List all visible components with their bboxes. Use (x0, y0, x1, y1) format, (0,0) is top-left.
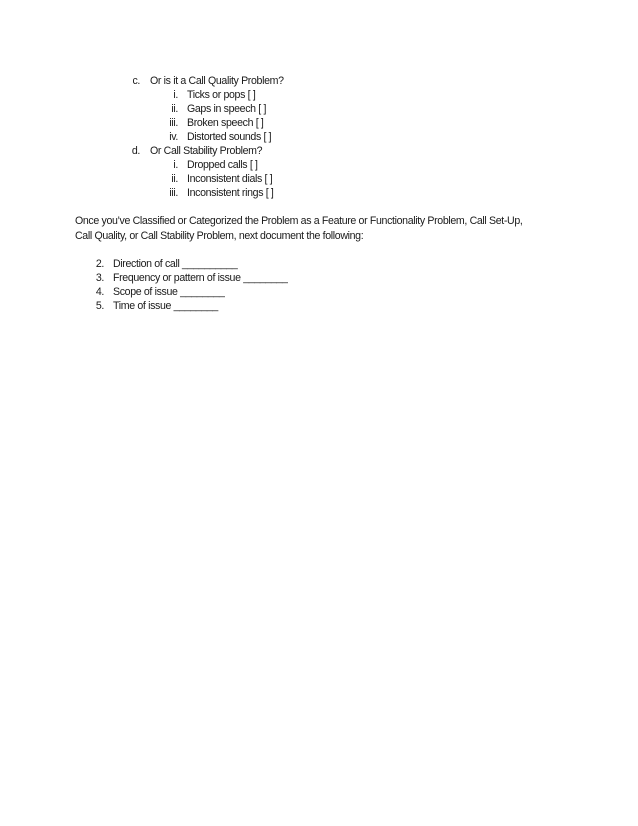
list-item: Broken speech [ ] (187, 117, 264, 129)
list-marker: ii. (171, 173, 178, 185)
list-marker: 2. (95, 258, 104, 270)
list-marker: iii. (169, 187, 178, 199)
list-marker: iii. (169, 117, 178, 129)
paragraph-line: Once you’ve Classified or Categorized the Problem as a Feature or Functionality Problem, Call Set-Up, (75, 215, 523, 227)
list-marker: ii. (171, 103, 178, 115)
list-item-scope: Scope of issue ________ (113, 286, 225, 298)
list-marker: i. (173, 159, 178, 171)
list-item: Ticks or pops [ ] (187, 89, 256, 101)
list-marker: i. (173, 89, 178, 101)
list-item-call-quality: Or is it a Call Quality Problem? (150, 75, 284, 87)
list-item-call-stability: Or Call Stability Problem? (150, 145, 263, 157)
list-item-time: Time of issue ________ (113, 300, 218, 312)
instruction-paragraph (75, 214, 575, 244)
list-marker: c. (132, 75, 140, 87)
list-item: Dropped calls [ ] (187, 159, 258, 171)
list-marker: iv. (169, 131, 178, 143)
list-item: Gaps in speech [ ] (187, 103, 267, 115)
list-marker: 4. (95, 286, 104, 298)
list-item-frequency: Frequency or pattern of issue ________ (113, 272, 288, 284)
paragraph-line: Call Quality, or Call Stability Problem, next document the following: (75, 230, 364, 242)
list-item: Distorted sounds [ ] (187, 131, 272, 143)
list-marker: 3. (95, 272, 104, 284)
list-marker: d. (131, 145, 140, 157)
list-item: Inconsistent dials [ ] (187, 173, 273, 185)
list-item-direction: Direction of call __________ (113, 258, 238, 270)
list-item: Inconsistent rings [ ] (187, 187, 274, 199)
list-marker: 5. (95, 300, 104, 312)
